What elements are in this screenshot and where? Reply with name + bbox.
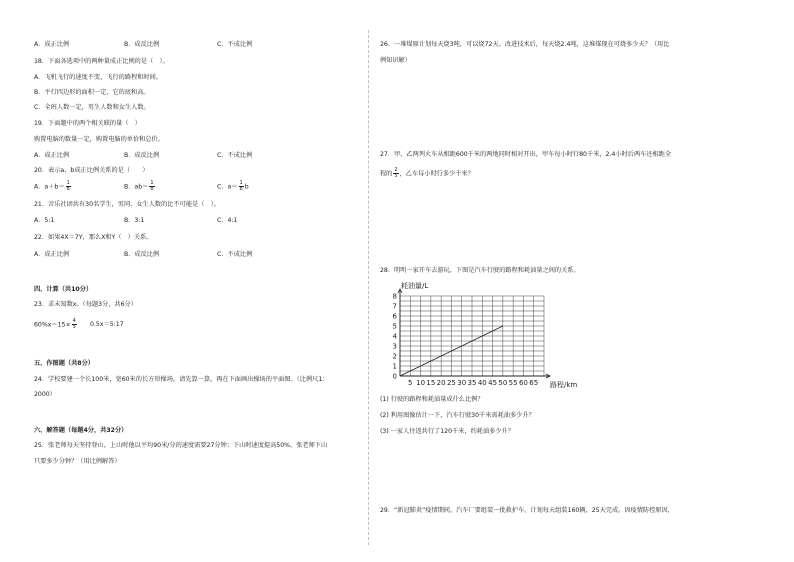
x-tick-label: 5 (408, 379, 413, 387)
q28-sub-3: (3) 一家人往返共行了120千米，约耗油多少升？ (380, 428, 514, 435)
section-5-heading: 五、作图题（共8分） (34, 360, 94, 367)
y-tick-label: 8 (392, 292, 397, 301)
q23-equation-1: 60%x＝15× $\frac{4}{5}$ (34, 318, 76, 330)
q20-stem: 20．表示a、b成正比例关系的是（ ） (34, 167, 149, 174)
x-tick-label: 30 (457, 379, 467, 387)
q20-a-fraction: $\frac{1}{8}$ (66, 180, 70, 192)
q23-stem: 23．求未知数x。（每题3分，共6分） (34, 301, 137, 308)
q27-line-2: 程的 $\frac{2}{5}$ ，乙车每小时行多少千米？ (380, 167, 474, 179)
q20-c-fraction: $\frac{1}{8}$ (239, 180, 243, 192)
y-tick-label: 7 (392, 302, 397, 311)
q22-option-c[interactable]: C．不成比例 (217, 251, 253, 258)
q28-sub-1: (1) 行驶的路程和耗油量成什么比例？ (380, 396, 484, 403)
q25-line-1: 25．张老师每天坚持登山，上山时他以平均90米/分的速度需要27分钟；下山时速度提高50%，张老师下山 (34, 442, 328, 449)
q23-equation-2: 0.5x＝5:17 (90, 321, 124, 328)
y-tick-label: 5 (392, 322, 397, 331)
y-tick-label: 3 (392, 342, 397, 351)
q23-fraction: $\frac{4}{5}$ (72, 318, 76, 330)
y-tick-label: 0 (392, 372, 397, 381)
q22-option-b[interactable]: B．成反比例 (124, 251, 160, 258)
y-tick-label: 1 (392, 362, 397, 371)
q17-option-c[interactable]: C．不成比例 (217, 41, 253, 48)
fuel-distance-chart (386, 280, 626, 390)
section-6-heading: 六、解答题（每题4分，共32分） (34, 427, 128, 434)
section-4-heading: 四、计算（共10分） (34, 286, 93, 293)
q17-option-a[interactable]: A．成正比例 (34, 41, 70, 48)
q24-line-2: 2000） (34, 391, 56, 398)
q28-stem: 28．明明一家开车去游玩，下图是汽车行驶的路程和耗油量之间的关系。 (380, 267, 580, 274)
x-tick-label: 45 (488, 379, 498, 387)
q22-stem: 22．如果4X＝7Y，那么X和Y（ ）关系。 (34, 234, 153, 241)
x-tick-label: 20 (436, 379, 446, 387)
q29-line-1: 29．“新冠肺炎”疫情期间，汽车厂要组装一批救护车。计划每天组装160辆，25天完成。因疫情防控原因， (380, 507, 674, 514)
q28-sub-2: (2) 利用图像估计一下，汽车行驶30千米需耗油多少升？ (380, 412, 535, 419)
x-tick-label: 10 (416, 379, 426, 387)
x-tick-label: 40 (477, 379, 487, 387)
y-tick-label: 4 (392, 332, 397, 341)
q20-option-c[interactable]: C．a＝ $\frac{1}{8}$ b (217, 180, 249, 192)
q19-option-c[interactable]: C．不成比例 (217, 152, 253, 159)
q18-option-c[interactable]: C．全班人数一定，男生人数和女生人数。 (34, 104, 150, 111)
x-tick-label: 35 (467, 379, 477, 387)
q18-stem: 18．下面各选项中的两种量成正比例的是（ ）。 (34, 58, 169, 65)
q17-option-b[interactable]: B．成反比例 (124, 41, 160, 48)
chart-grid (400, 296, 544, 376)
y-tick-label: 2 (392, 352, 397, 361)
y-tick-labels (393, 293, 398, 381)
x-tick-label: 50 (498, 379, 508, 387)
y-tick-label: 6 (392, 312, 397, 321)
q24-line-1: 24．学校要建一个长100米，宽60米的长方形操场。请先算一算，再在下面画出操场的平面图。（比例尺1： (34, 376, 329, 383)
q22-option-a[interactable]: A．成正比例 (34, 251, 70, 258)
q21-option-c[interactable]: C．4:1 (217, 217, 238, 224)
x-tick-label: 55 (508, 379, 518, 387)
q18-option-b[interactable]: B．平行四边形的面积一定，它的底和高。 (34, 89, 150, 96)
q18-option-a[interactable]: A．飞机飞行的速度不变，飞行的路程和时间。 (34, 74, 162, 81)
q27-fraction: $\frac{2}{5}$ (394, 167, 398, 179)
q20-option-a-text: A．a＋b＝ (34, 183, 65, 191)
x-tick-label: 25 (446, 379, 456, 387)
y-axis-label: 耗油量/L (401, 282, 429, 290)
q20-option-c-text: C．a＝ (217, 183, 238, 191)
q19-text: 购置电脑的数量一定，购置电脑的单价和总价。 (34, 136, 164, 143)
q20-option-b-text: B．ab＝ (124, 183, 149, 191)
q27-line-1: 27．甲、乙两列火车从相距600千米的两地同时相对开出，甲车每小时行80千米，2.4小时后两车还相距全 (380, 151, 672, 158)
q20-b-fraction: $\frac{1}{8}$ (150, 180, 154, 192)
x-axis-label: 路程/km (550, 381, 578, 389)
q20-option-a[interactable] (34, 181, 72, 192)
x-tick-label: 60 (518, 379, 528, 387)
q19-stem: 19．下面题中的两个相关联的量（ ） (34, 120, 141, 127)
q20-option-b[interactable] (124, 181, 156, 192)
q21-stem: 21．音乐社团共有30名学生，男同、女生人数的比不可能是（ ）。 (34, 201, 220, 208)
q19-option-b[interactable]: B．成反比例 (124, 152, 160, 159)
x-tick-labels (408, 379, 538, 387)
q19-option-a[interactable]: A．成正比例 (34, 152, 70, 159)
q25-line-2: 只要多少分钟？（用比例解答） (34, 458, 121, 465)
x-tick-label: 65 (529, 379, 539, 387)
column-divider (368, 30, 369, 545)
q26-line-2: 例知识解） (380, 57, 411, 64)
q26-line-1: 26．一堆煤原计划每天烧3吨，可以烧72天。改进技术后，每天烧2.4吨，这堆煤现在可烧多少天？（用比 (380, 41, 670, 48)
q21-option-b[interactable]: B．3:1 (124, 217, 145, 224)
q21-option-a[interactable]: A．5:1 (34, 217, 55, 224)
x-tick-label: 15 (426, 379, 436, 387)
